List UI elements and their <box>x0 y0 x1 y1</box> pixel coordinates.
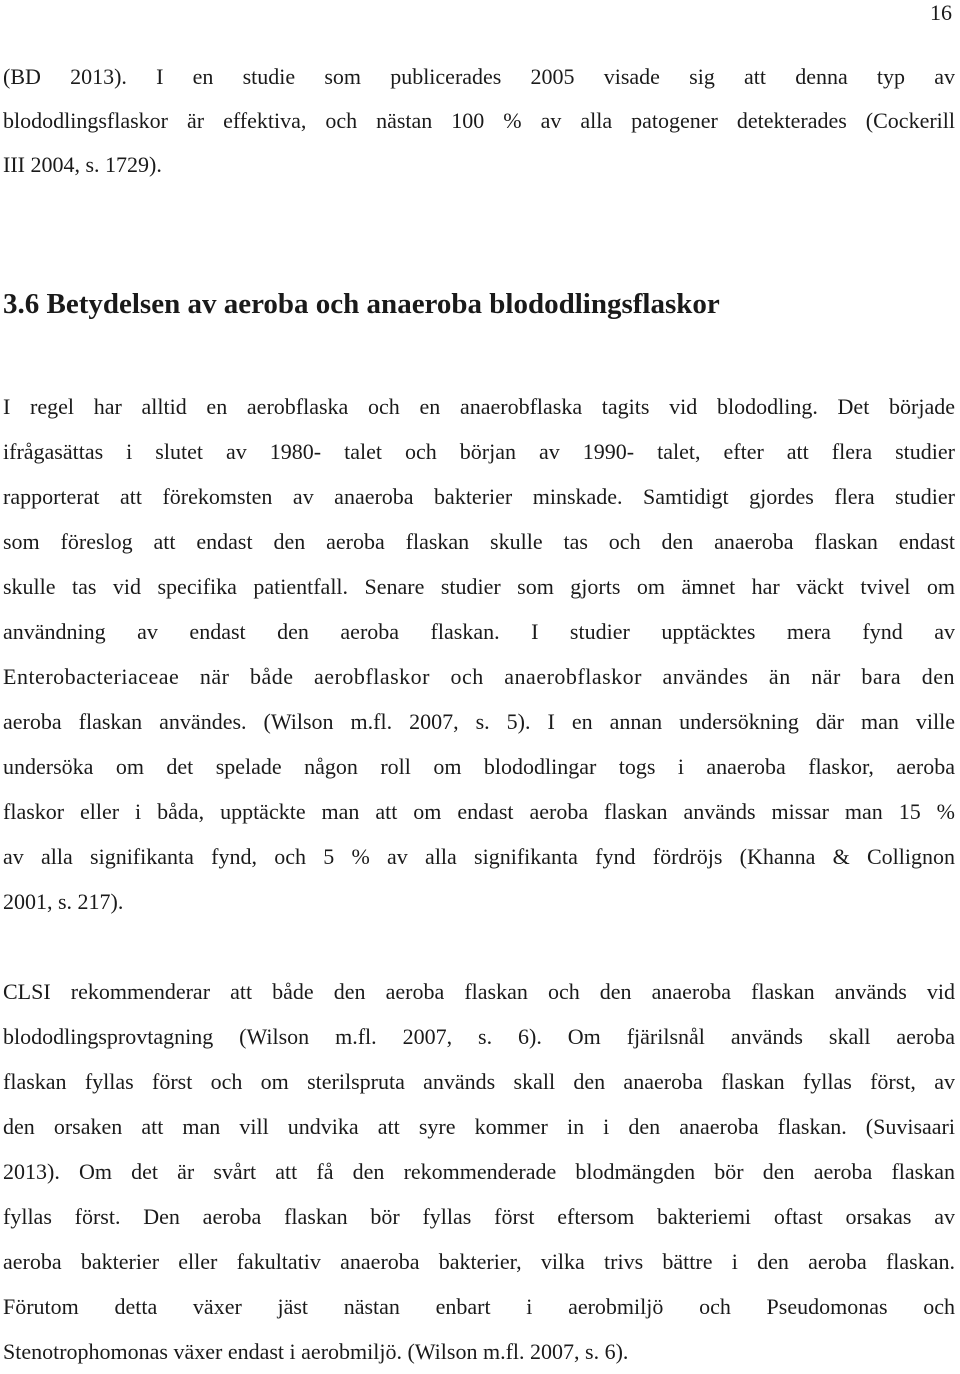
text-line: flaskor eller i båda, upptäckte man att om endast aeroba flaskan används missar man 15 % <box>3 799 955 824</box>
text-line: skulle tas vid specifika patientfall. Senare studier som gjorts om ämnet har väckt tvivel om <box>3 574 955 599</box>
text-line: som föreslog att endast den aeroba flaskan skulle tas och den anaeroba flaskan endast <box>3 529 955 554</box>
text-line: blododlingsprovtagning (Wilson m.fl. 2007, s. 6). Om fjärilsnål används skall aeroba <box>3 1024 955 1049</box>
text-line: III 2004, s. 1729). <box>3 152 162 177</box>
text-line: den orsaken att man vill undvika att syre kommer in i den anaeroba flaskan. (Suvisaari <box>3 1114 955 1139</box>
text-line: I regel har alltid en aerobflaska och en anaerobflaska tagits vid blododling. Det började <box>3 394 955 419</box>
text-line: CLSI rekommenderar att både den aeroba flaskan och den anaeroba flaskan används vid <box>3 979 955 1004</box>
text-line: 2013). Om det är svårt att få den rekommenderade blodmängden bör den aeroba flaskan <box>3 1159 955 1184</box>
text-line: undersöka om det spelade någon roll om blododlingar togs i anaeroba flaskor, aeroba <box>3 754 955 779</box>
text-line: blododlingsflaskor är effektiva, och nästan 100 % av alla patogener detekterades (Cockerill <box>3 108 955 133</box>
text-line: användning av endast den aeroba flaskan. I studier upptäcktes mera fynd av <box>3 619 955 644</box>
text-line: ifrågasättas i slutet av 1980- talet och början av 1990- talet, efter att flera studier <box>3 439 955 464</box>
paragraph-aerobic-anaerobic <box>3 384 955 924</box>
text-line: flaskan fyllas först och om sterilspruta används skall den anaeroba flaskan fyllas först, av <box>3 1069 955 1094</box>
text-line: av alla signifikanta fynd, och 5 % av alla signifikanta fynd fördröjs (Khanna & Collignon <box>3 844 955 869</box>
intro-paragraph <box>3 55 955 187</box>
text-line: Enterobacteriaceae när både aerobflaskor och anaerobflaskor användes än när bara den <box>3 664 955 689</box>
section-heading: 3.6 Betydelsen av aeroba och anaeroba blododlingsflaskor <box>3 288 720 320</box>
text-line: aeroba flaskan användes. (Wilson m.fl. 2007, s. 5). I en annan undersökning där man ville <box>3 709 955 734</box>
text-line: rapporterat att förekomsten av anaeroba bakterier minskade. Samtidigt gjordes flera studier <box>3 484 955 509</box>
text-line: fyllas först. Den aeroba flaskan bör fyllas först eftersom bakteriemi oftast orsakas av <box>3 1204 955 1229</box>
page-number: 16 <box>930 0 952 25</box>
text-line: 2001, s. 217). <box>3 889 124 914</box>
text-line: Förutom detta växer jäst nästan enbart i aerobmiljö och Pseudomonas och <box>3 1294 955 1319</box>
text-line: Stenotrophomonas växer endast i aerobmiljö. (Wilson m.fl. 2007, s. 6). <box>3 1339 629 1364</box>
paragraph-clsi-recommendation <box>3 969 955 1374</box>
text-line: aeroba bakterier eller fakultativ anaeroba bakterier, vilka trivs bättre i den aeroba flaskan. <box>3 1249 955 1274</box>
text-line: (BD 2013). I en studie som publicerades 2005 visade sig att denna typ av <box>3 64 955 89</box>
